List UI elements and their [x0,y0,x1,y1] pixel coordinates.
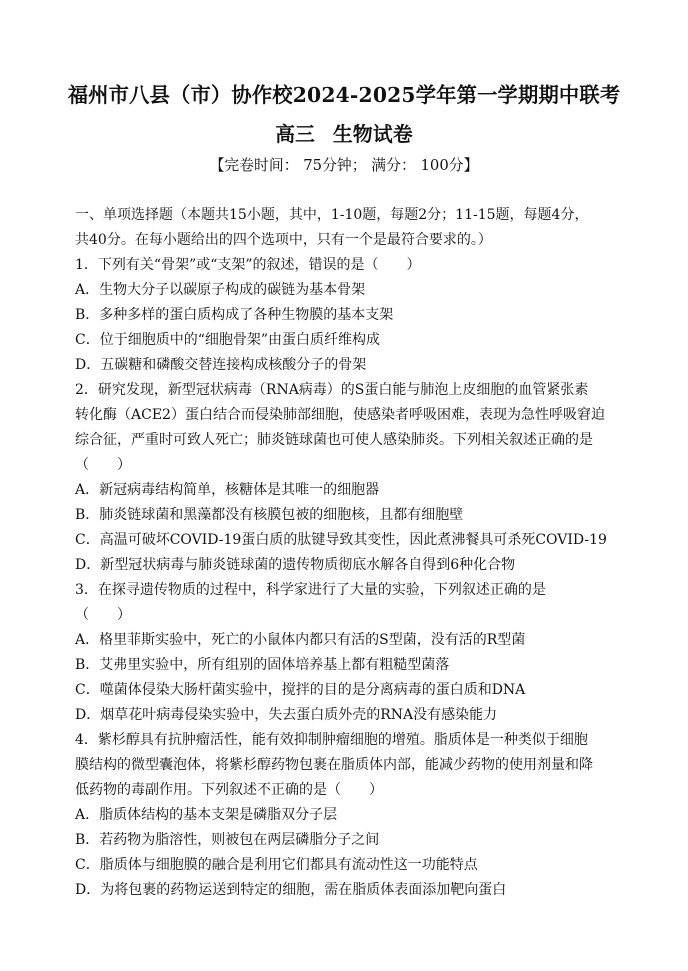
question-2-option-a: A．新冠病毒结构简单，核糖体是其唯一的细胞器 [75,482,380,498]
section-instructions-line: 共40分。在每小题给出的四个选项中，只有一个是最符合要求的。） [75,232,492,248]
question-1-option-a: A．生物大分子以碳原子构成的碳链为基本骨架 [75,282,366,298]
question-2-stem: 综合征，严重时可致人死亡；肺炎链球菌也可使人感染肺炎。下列相关叙述正确的是 [75,432,593,448]
question-4-stem: 4．紫杉醇具有抗肿瘤活性，能有效抑制肿瘤细胞的增殖。脂质体是一种类似于细胞 [75,732,588,748]
question-3-option-d: D．烟草花叶病毒侵染实验中，失去蛋白质外壳的RNA没有感染能力 [75,707,498,723]
exam-info: 【完卷时间： 75分钟； 满分： 100分】 [209,156,479,174]
section-instructions-line: 一、单项选择题（本题共15小题，其中，1-10题，每题2分；11-15题，每题4分， [75,207,589,223]
subject-label: 生物试卷 [332,122,413,146]
question-3-option-b: B．艾弗里实验中，所有组别的固体培养基上都有粗糙型菌落 [75,657,450,673]
question-2-option-b: B．肺炎链球菌和黑藻都没有核膜包被的细胞核，且都有细胞壁 [75,507,464,523]
question-1-option-b: B．多种多样的蛋白质构成了各种生物膜的基本支架 [75,307,394,323]
question-4-stem: 低药物的毒副作用。下列叙述不正确的是（ ） [75,782,383,798]
question-2-stem: 2．研究发现，新型冠状病毒（RNA病毒）的S蛋白能与肺泡上皮细胞的血管紧张素 [75,382,589,398]
question-4-option-a: A．脂质体结构的基本支架是磷脂双分子层 [75,807,338,823]
exam-title: 福州市八县（市）协作校2024-2025学年第一学期期中联考 [67,83,621,107]
question-2-stem: 转化酶（ACE2）蛋白结合而侵染肺部细胞，使感染者呼吸困难，表现为急性呼吸窘迫 [75,407,605,423]
grade-label: 高三 [275,122,316,146]
question-2-stem: （ ） [75,457,131,473]
question-3-option-c: C．噬菌体侵染大肠杆菌实验中，搅拌的目的是分离病毒的蛋白质和DNA [75,682,526,698]
exam-subtitle [4,118,684,147]
question-2-option-d: D．新型冠状病毒与肺炎链球菌的遗传物质彻底水解各自得到6种化合物 [75,557,516,573]
question-4-option-b: B．若药物为脂溶性，则被包在两层磷脂分子之间 [75,832,380,848]
question-4-option-c: C．脂质体与细胞膜的融合是利用它们都具有流动性这一功能特点 [75,857,478,873]
question-1-option-c: C．位于细胞质中的“细胞骨架”由蛋白质纤维构成 [75,332,381,348]
question-3-stem: （ ） [75,607,131,623]
question-3-stem: 3．在探寻遗传物质的过程中，科学家进行了大量的实验，下列叙述正确的是 [75,582,546,598]
question-3-option-a: A．格里菲斯实验中，死亡的小鼠体内都只有活的S型菌，没有活的R型菌 [75,632,526,648]
question-1-option-d: D．五碳糖和磷酸交替连接构成核酸分子的骨架 [75,357,367,373]
question-4-option-d: D．为将包裹的药物运送到特定的细胞，需在脂质体表面添加靶向蛋白 [75,882,507,898]
question-1-stem: 1．下列有关“骨架”或“支架”的叙述，错误的是（ ） [75,257,421,273]
question-2-option-c: C．高温可破坏COVID-19蛋白质的肽键导致其变性，因此煮沸餐具可杀死COVID-19 [75,532,607,548]
question-4-stem: 膜结构的微型囊泡体，将紫杉醇药物包裹在脂质体内部，能减少药物的使用剂量和降 [75,757,593,773]
